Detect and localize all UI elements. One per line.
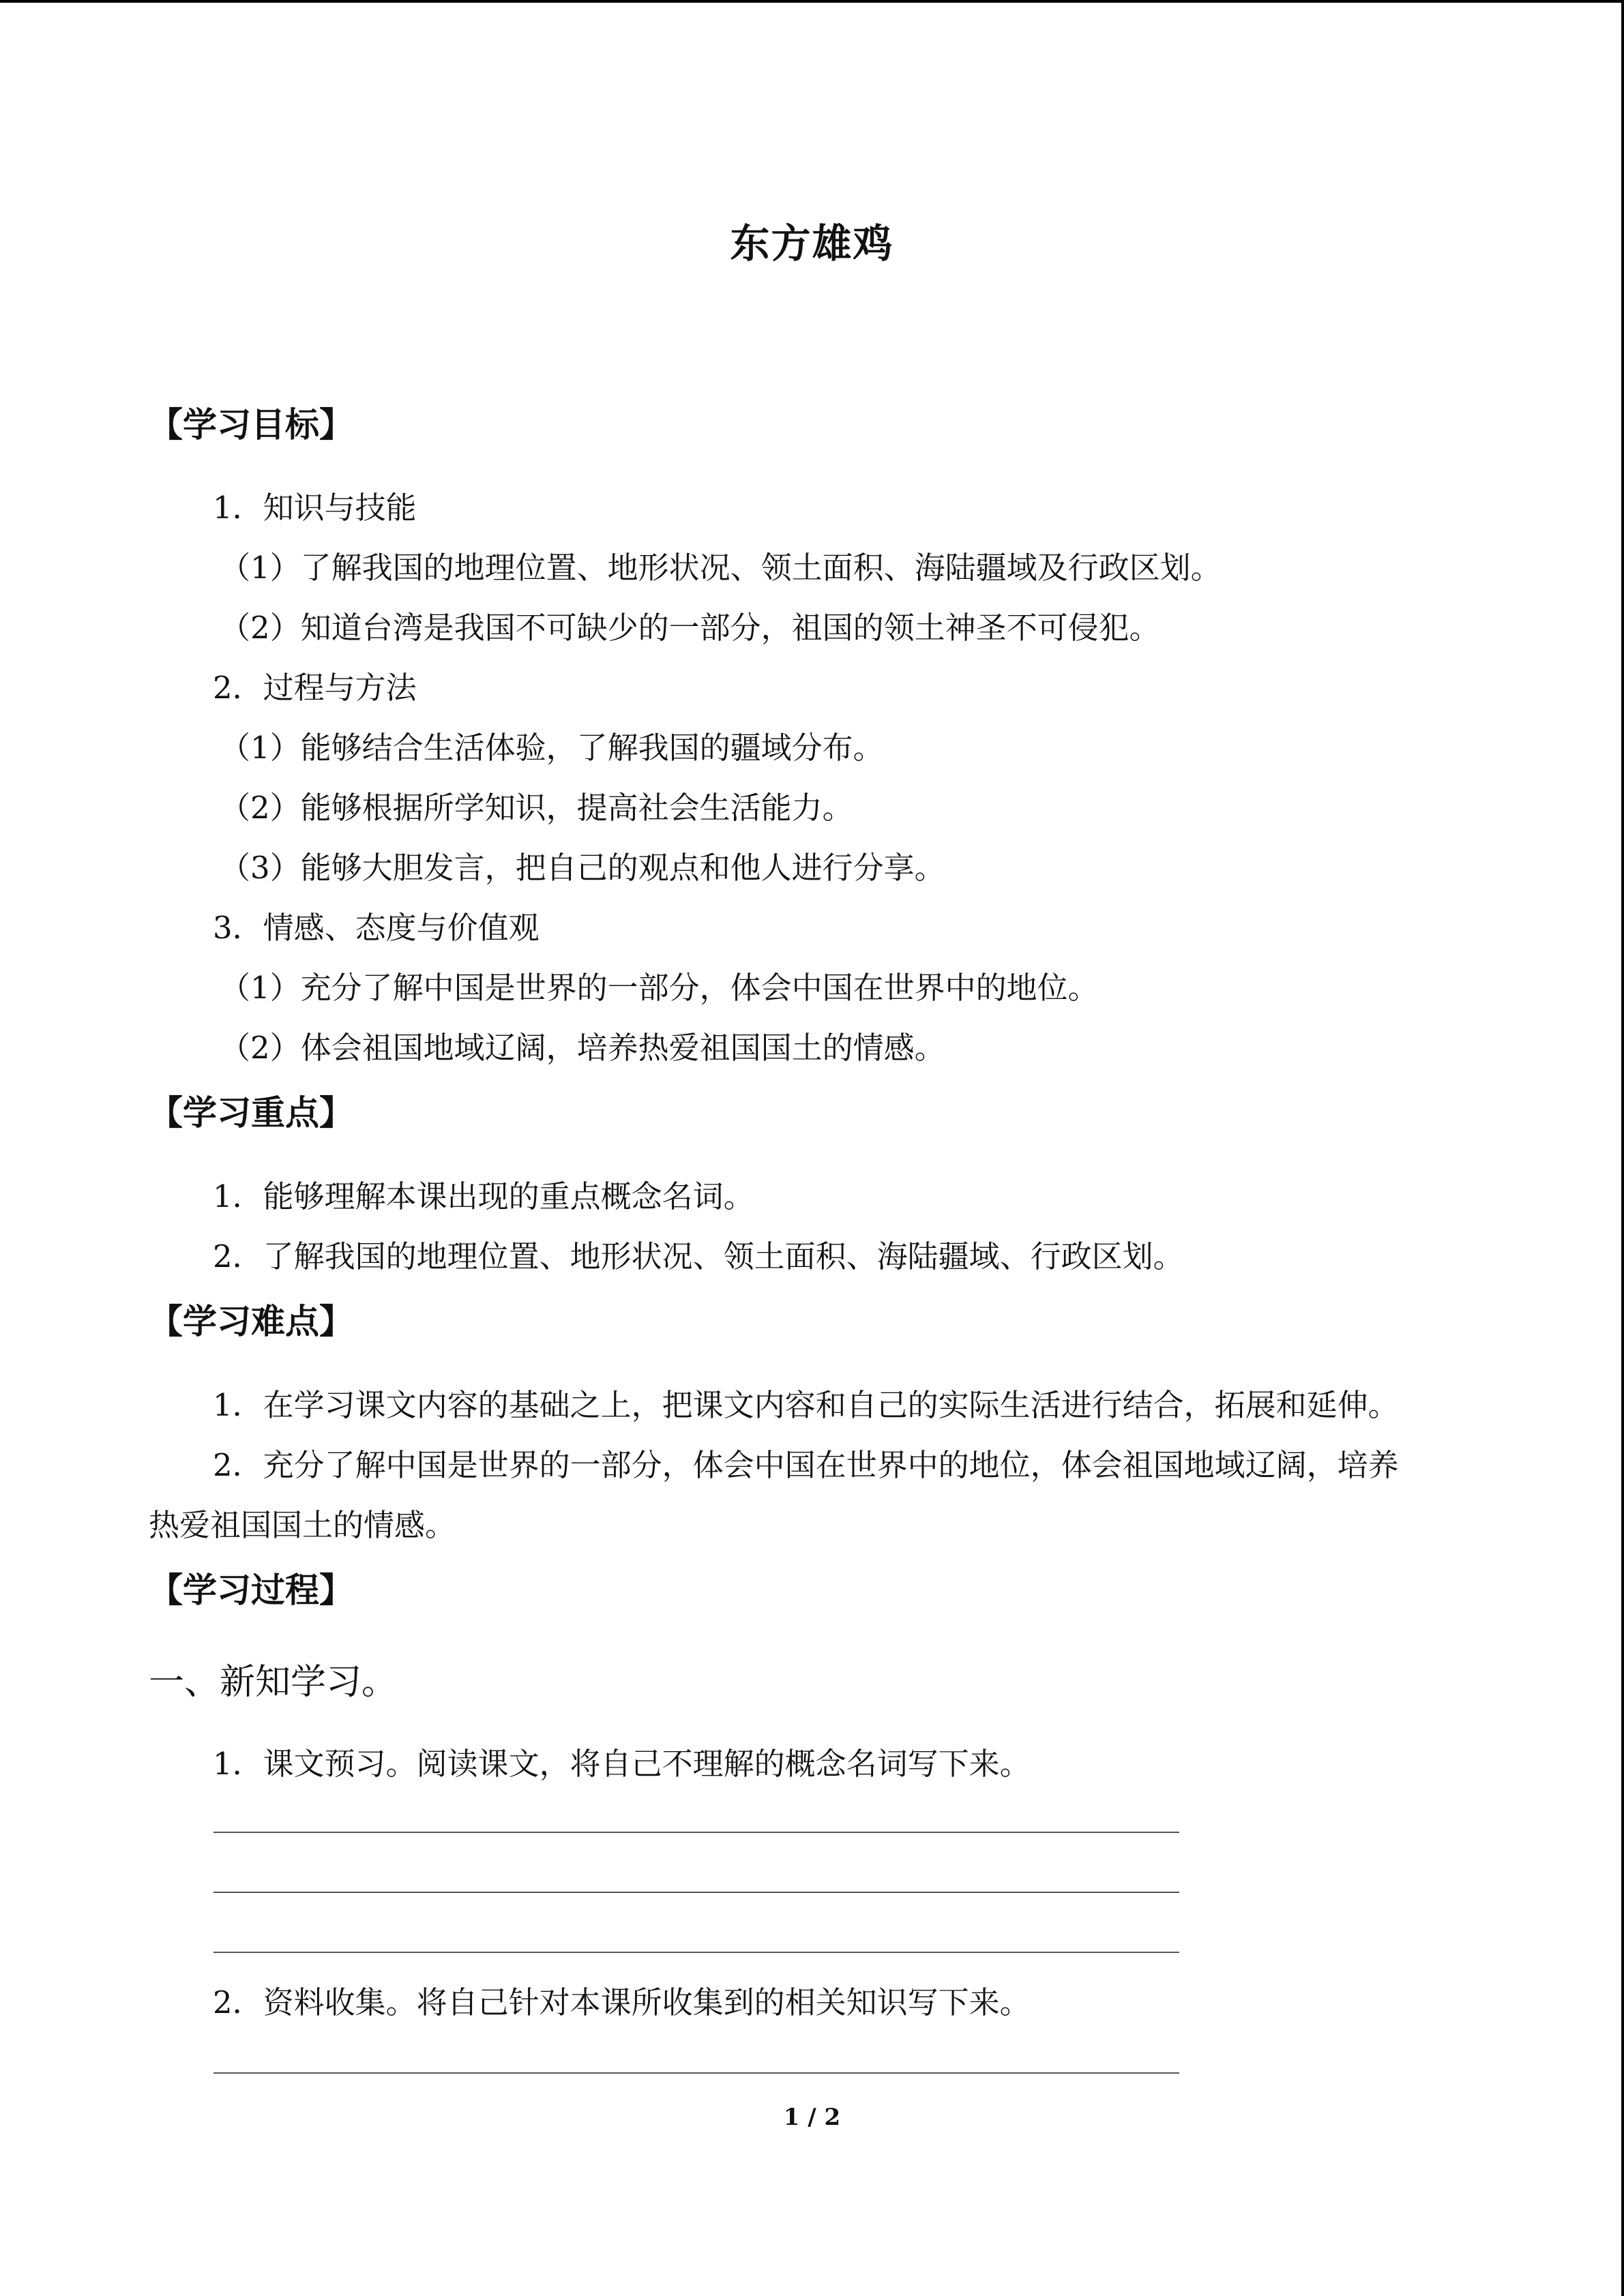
difficulties-item-1: 1．在学习课文内容的基础之上，把课文内容和自己的实际生活进行结合，拓展和延伸。 bbox=[213, 1387, 1399, 1423]
goals-item-2: 2．过程与方法 bbox=[213, 670, 417, 706]
goals-item-3: 3．情感、态度与价值观 bbox=[213, 910, 540, 946]
difficulties-item-2-line-2: 热爱祖国国土的情感。 bbox=[149, 1507, 456, 1543]
difficulties-heading: 【学习难点】 bbox=[149, 1301, 353, 1341]
goals-heading: 【学习目标】 bbox=[149, 404, 353, 445]
goals-item-3-sub-2: （2）体会祖国地域辽阔，培养热爱祖国国土的情感。 bbox=[220, 1030, 945, 1066]
document-title: 东方雄鸡 bbox=[730, 220, 894, 267]
key-points-heading: 【学习重点】 bbox=[149, 1092, 353, 1133]
process-heading: 【学习过程】 bbox=[149, 1570, 353, 1610]
page-border-top bbox=[0, 0, 1624, 3]
goals-item-1-sub-1: （1）了解我国的地理位置、地形状况、领土面积、海陆疆域及行政区划。 bbox=[220, 550, 1222, 586]
goals-item-1-sub-2: （2）知道台湾是我国不可缺少的一部分，祖国的领土神圣不可侵犯。 bbox=[220, 610, 1160, 646]
goals-item-3-sub-1: （1）充分了解中国是世界的一部分，体会中国在世界中的地位。 bbox=[220, 970, 1099, 1006]
answer-line[interactable] bbox=[213, 1952, 1179, 1953]
page-number: 1 / 2 bbox=[783, 2104, 841, 2131]
key-points-item-2: 2．了解我国的地理位置、地形状况、领土面积、海陆疆域、行政区划。 bbox=[213, 1238, 1184, 1274]
process-task-1: 1．课文预习。阅读课文，将自己不理解的概念名词写下来。 bbox=[213, 1746, 1031, 1782]
difficulties-item-2-line-1: 2．充分了解中国是世界的一部分，体会中国在世界中的地位，体会祖国地域辽阔，培养 bbox=[213, 1447, 1399, 1483]
goals-item-2-sub-1: （1）能够结合生活体验，了解我国的疆域分布。 bbox=[220, 730, 884, 766]
answer-line[interactable] bbox=[213, 1832, 1179, 1833]
goals-item-1: 1．知识与技能 bbox=[213, 490, 417, 526]
goals-item-2-sub-3: （3）能够大胆发言，把自己的观点和他人进行分享。 bbox=[220, 850, 945, 886]
page-border-right bbox=[1621, 0, 1624, 2296]
process-part-1: 一、新知学习。 bbox=[149, 1662, 398, 1703]
answer-line[interactable] bbox=[213, 1892, 1179, 1893]
process-task-2: 2．资料收集。将自己针对本课所收集到的相关知识写下来。 bbox=[213, 1984, 1031, 2021]
answer-line[interactable] bbox=[213, 2072, 1179, 2074]
key-points-item-1: 1．能够理解本课出现的重点概念名词。 bbox=[213, 1178, 754, 1214]
goals-item-2-sub-2: （2）能够根据所学知识，提高社会生活能力。 bbox=[220, 790, 853, 826]
